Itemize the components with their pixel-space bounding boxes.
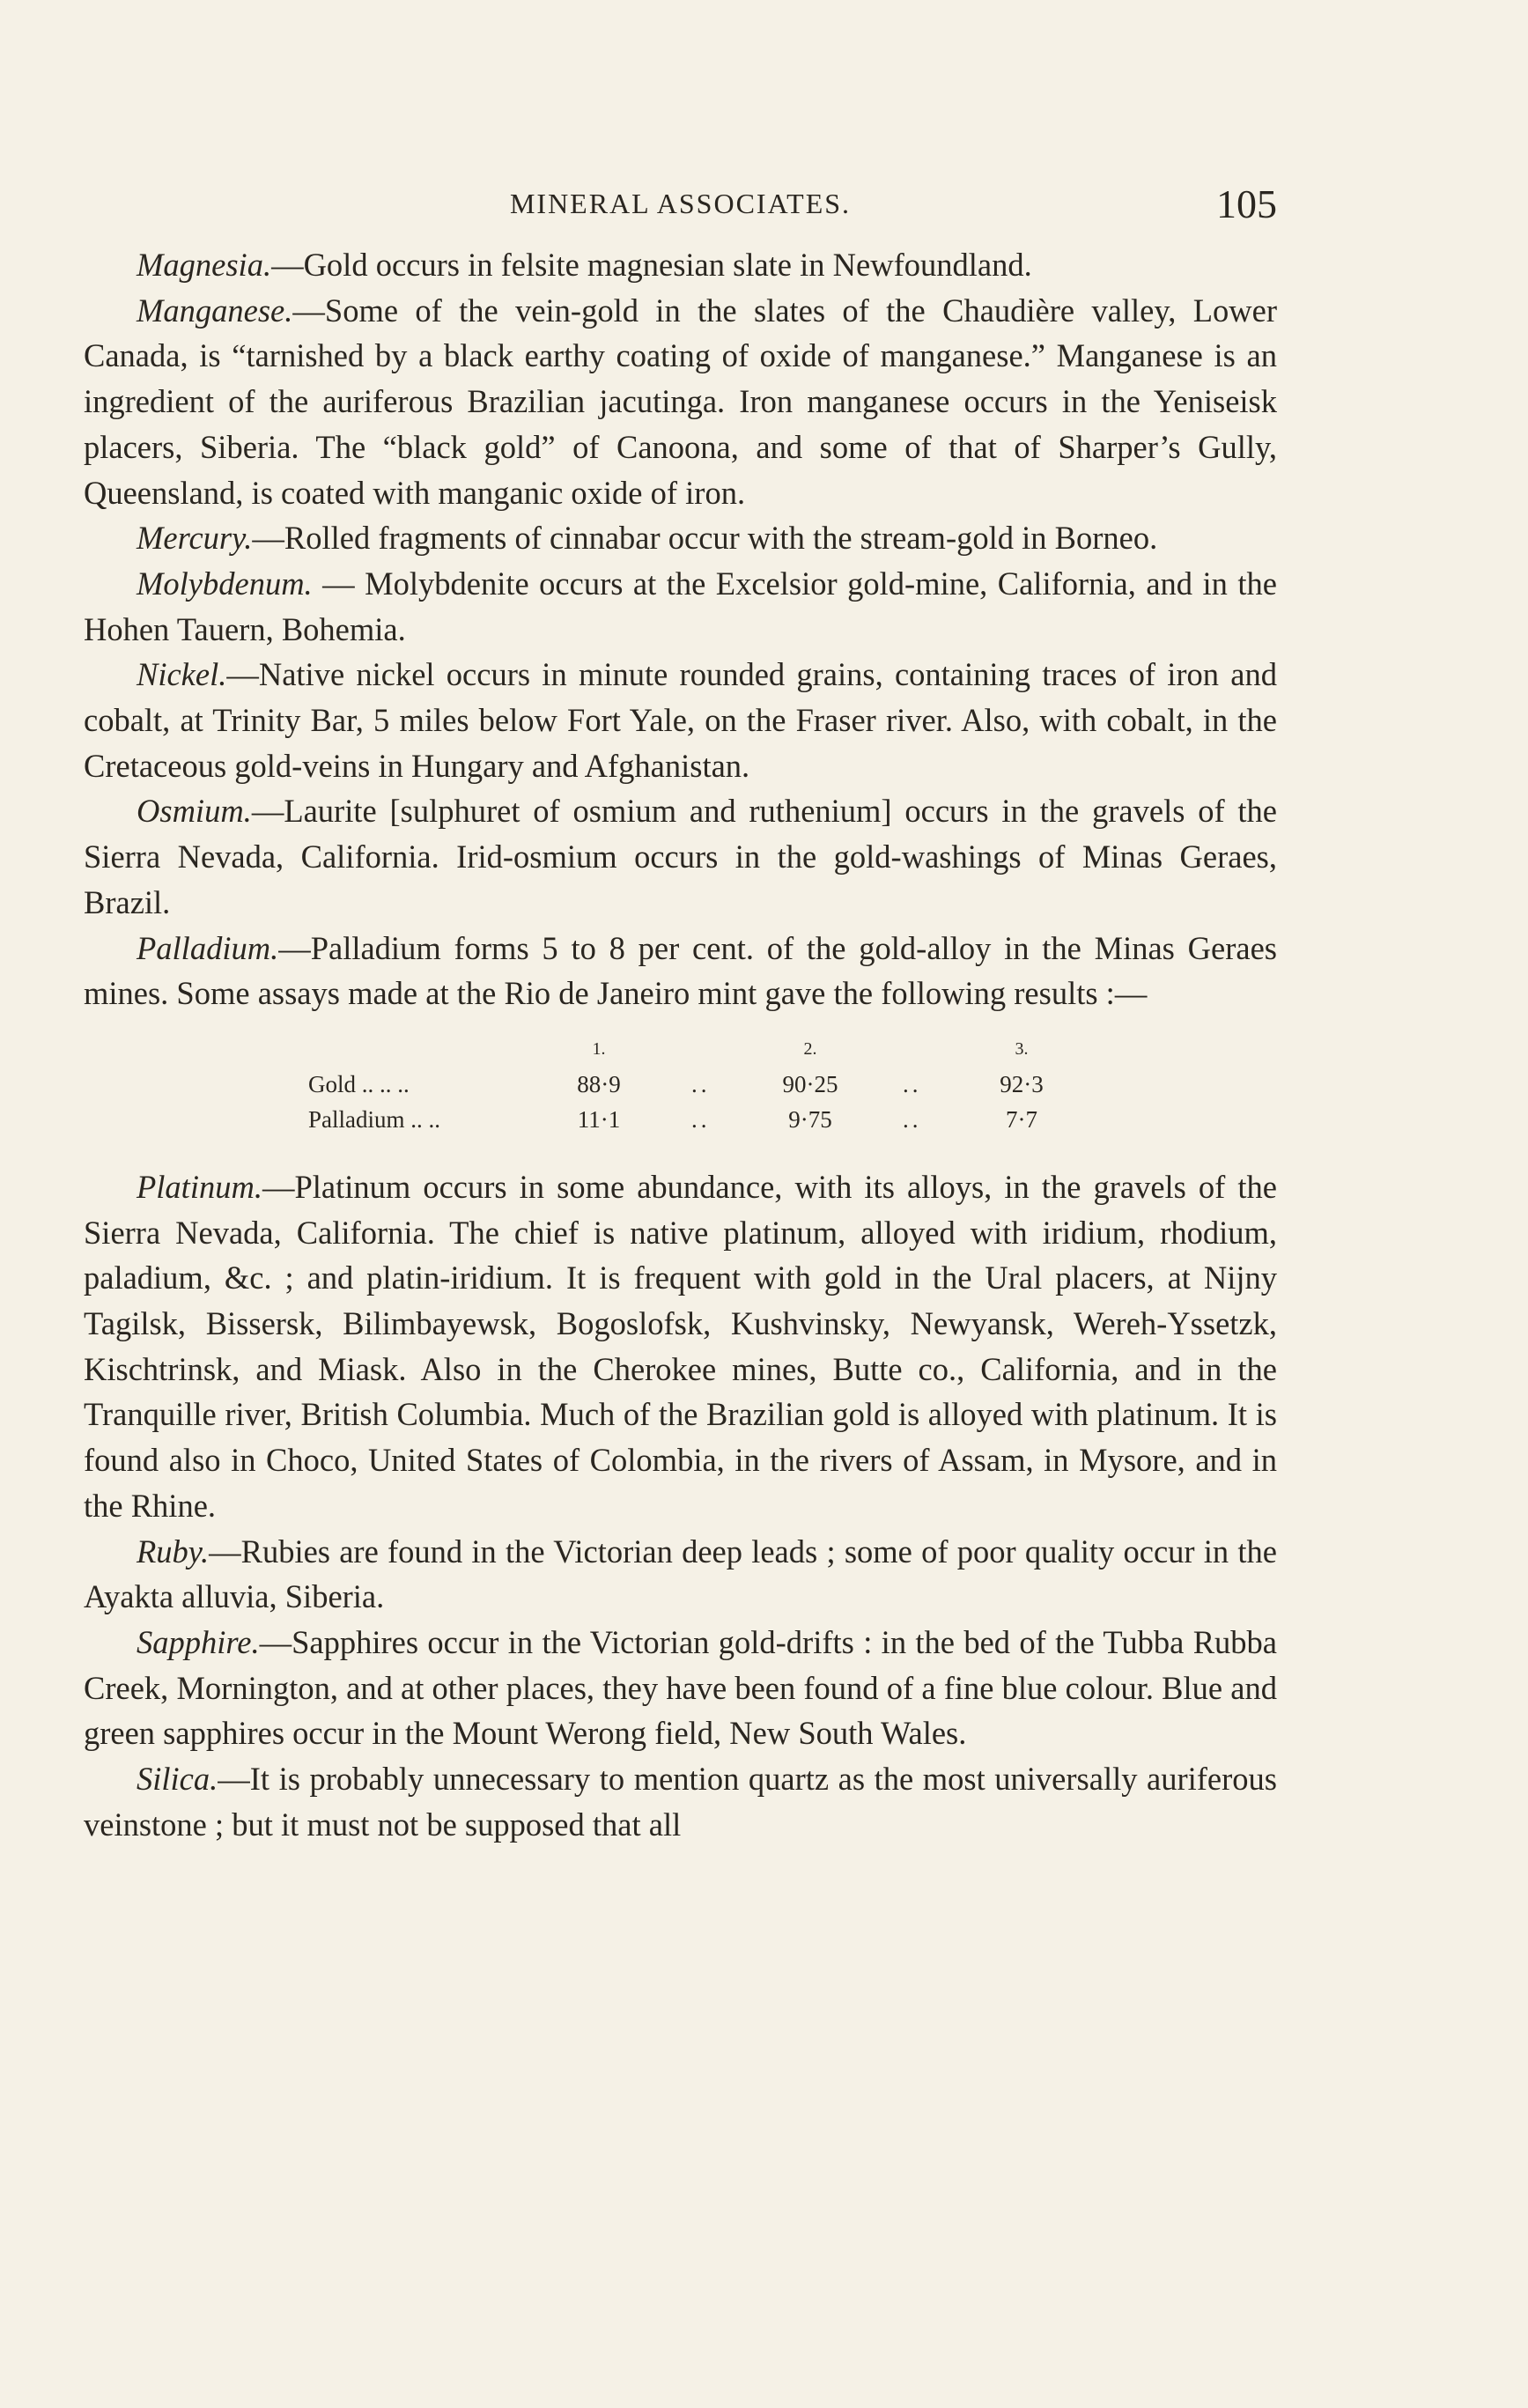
running-head bbox=[84, 181, 1277, 242]
table-cell: 9·75 bbox=[788, 1105, 832, 1133]
page-number: 105 bbox=[1216, 181, 1277, 226]
table-cell: 11·1 bbox=[577, 1105, 621, 1133]
row-label bbox=[308, 1067, 410, 1101]
column-header: 2. bbox=[803, 1038, 817, 1059]
entry-text: —Palladium forms 5 to 8 per cent. of the gold-alloy in the Minas Geraes mines. Some assays made at the Rio de Janeiro mint gave the following results :— bbox=[84, 929, 1277, 1012]
entry-text: —Native nickel occurs in minute rounded grains, containing traces of iron and cobalt, at Trinity Bar, 5 miles below Fort Yale, on the Fraser river. Also, with cobalt, in the Cretaceous gold-veins in Hungary and Afghanistan. bbox=[84, 656, 1277, 784]
entry-text: —Laurite [sulphuret of osmium and ruthenium] occurs in the gravels of the Sierra Nevada, California. Irid-osmium occurs in the gold-washings of Minas Geraes, Brazil. bbox=[84, 793, 1277, 920]
entry-manganese bbox=[84, 288, 1277, 516]
table-cell: 88·9 bbox=[577, 1070, 621, 1097]
entry-osmium bbox=[84, 788, 1277, 925]
table-cell: 90·25 bbox=[782, 1070, 838, 1097]
entry-term: Osmium. bbox=[137, 793, 252, 830]
entry-term: Nickel. bbox=[137, 656, 227, 693]
entry-text: —It is probably unnecessary to mention quartz as the most universally auriferous veinstone ; but it must not be supposed that all bbox=[84, 1761, 1277, 1843]
column-separator: .. bbox=[903, 1105, 922, 1133]
table-row-gold bbox=[84, 1067, 1277, 1103]
entry-term: Palladium. bbox=[137, 929, 279, 966]
entry-text: —Gold occurs in felsite magnesian slate in Newfoundland. bbox=[271, 247, 1032, 283]
entry-magnesia bbox=[84, 242, 1277, 288]
column-separator: .. bbox=[691, 1070, 711, 1097]
entry-sapphire bbox=[84, 1620, 1277, 1756]
entry-term: Sapphire. bbox=[137, 1623, 260, 1660]
table-header-row bbox=[84, 1032, 1277, 1067]
table-cell: 7·7 bbox=[1006, 1105, 1037, 1133]
entry-term: Platinum. bbox=[137, 1168, 262, 1205]
row-label bbox=[308, 1103, 440, 1136]
entry-text: —Rolled fragments of cinnabar occur with the stream-gold in Borneo. bbox=[252, 520, 1158, 557]
entry-platinum bbox=[84, 1164, 1277, 1529]
column-separator: .. bbox=[903, 1070, 922, 1097]
entry-term: Mercury. bbox=[137, 520, 253, 557]
entry-silica bbox=[84, 1756, 1277, 1847]
entry-text: —Sapphires occur in the Victorian gold-drifts : in the bed of the Tubba Rubba Creek, Mornington, and at other places, they have been found of a fine blue colour. Blue and green sapphires occur in the Mount Werong field, New South Wales. bbox=[84, 1623, 1277, 1752]
entry-text: —Some of the vein-gold in the slates of the Chaudière valley, Lower Canada, is “tarnished by a black earthy coating of oxide of manganese.” Manganese is an ingredient of the auriferous Brazilian jacutinga. Iron manganese occurs in the Yeniseisk placers, Siberia. The “black gold” of Canoona, and some of that of Sharper’s Gully, Queensland, is coated with manganic oxide of iron. bbox=[84, 292, 1277, 511]
table-row-palladium bbox=[84, 1103, 1277, 1138]
assay-results-table bbox=[84, 1032, 1277, 1138]
book-page bbox=[84, 181, 1277, 1848]
column-header: 3. bbox=[1015, 1038, 1029, 1059]
running-title: MINERAL ASSOCIATES. bbox=[509, 188, 852, 219]
entry-term: Manganese. bbox=[137, 292, 293, 329]
entry-term: Silica. bbox=[137, 1761, 218, 1798]
entry-text: —Platinum occurs in some abundance, with its alloys, in the gravels of the Sierra Nevada, California. The chief is native platinum, alloyed with iridium, rhodium, paladium, &c. ; and platin-iridium. It is frequent with gold in the Ural placers, at Nijny Tagilsk, Bissersk, Bilimbayewsk, Bogoslofsk, Kushvinsky, Newyansk, Wereh-Yssetzk, Kischtrinsk, and Miask. Also in the Cherokee mines, Butte co., California, and in the Tranquille river, British Columbia. Much of the Brazilian gold is alloyed with platinum. It is found also in Choco, United States of Colombia, in the rivers of Assam, in Mysore, and in the Rhine. bbox=[84, 1168, 1277, 1524]
entry-molybdenum bbox=[84, 561, 1277, 652]
entry-nickel bbox=[84, 652, 1277, 788]
column-separator: .. bbox=[691, 1105, 711, 1133]
entry-text: — Molybdenite occurs at the Excelsior gold-mine, California, and in the Hohen Tauern, Bohemia. bbox=[84, 565, 1277, 647]
body-text-upper bbox=[84, 242, 1277, 1016]
entry-mercury bbox=[84, 515, 1277, 561]
entry-text: —Rubies are found in the Victorian deep leads ; some of poor quality occur in the Ayakta alluvia, Siberia. bbox=[84, 1533, 1277, 1615]
entry-palladium bbox=[84, 926, 1277, 1016]
entry-ruby bbox=[84, 1529, 1277, 1620]
body-text-lower bbox=[84, 1164, 1277, 1848]
column-header: 1. bbox=[592, 1038, 606, 1059]
entry-term: Molybdenum. bbox=[137, 565, 313, 602]
entry-term: Ruby. bbox=[137, 1533, 210, 1570]
row-label-text: Palladium bbox=[308, 1105, 405, 1133]
row-leader: .. .. .. bbox=[361, 1070, 410, 1097]
entry-term: Magnesia. bbox=[137, 247, 272, 283]
row-label-text: Gold bbox=[308, 1070, 356, 1097]
table-cell: 92·3 bbox=[1000, 1070, 1044, 1097]
row-leader: .. .. bbox=[410, 1105, 440, 1133]
